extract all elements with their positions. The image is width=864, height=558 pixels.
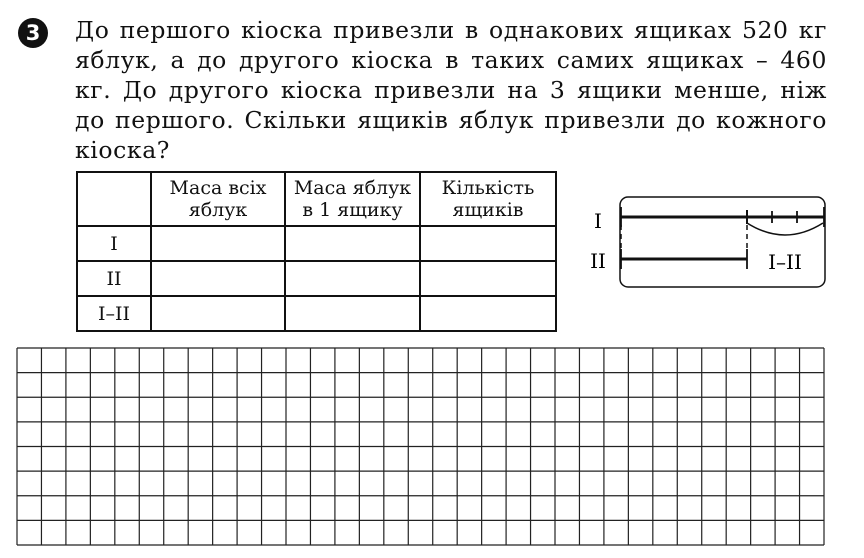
table-header-mass-per-box: Маса яблук в 1 ящику (285, 172, 420, 226)
diagram-label-difference: I–II (768, 250, 802, 274)
diagram-label-second: II (590, 249, 606, 273)
table-header-box-count: Кількість ящиків (420, 172, 556, 226)
problem-text: До першого кіоска привезли в однакових ящиках 520 кг яблук, а до другого кіоска в таких самих ящиках – 460 кг. До другого кіоска привезли на 3 ящики менше, ніж до першого. Скільки ящиків яблук привезли до кожного кіоска? (75, 16, 827, 164)
row-label: II (77, 261, 151, 296)
table-header-total-mass: Маса всіх яблук (151, 172, 285, 226)
row-label: I–II (77, 296, 151, 331)
problem-number-badge: 3 (18, 18, 48, 48)
row-label: I (77, 226, 151, 261)
diagram-label-first: I (594, 209, 602, 233)
